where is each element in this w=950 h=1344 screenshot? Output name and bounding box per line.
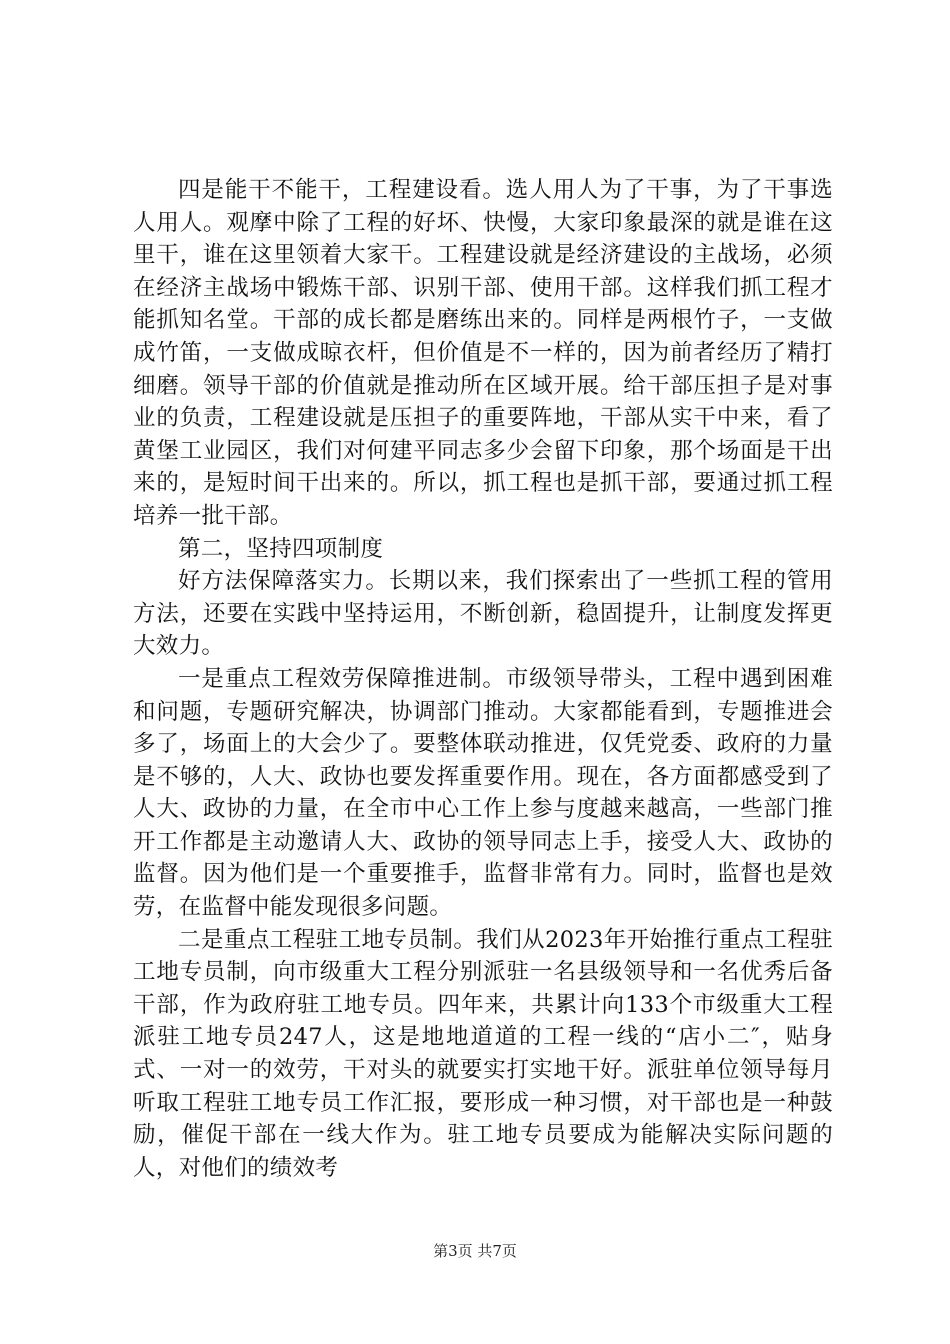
section-heading-four-systems: 第二，坚持四项制度 (178, 535, 384, 562)
paragraph-service-guarantee: 一是重点工程效劳保障推进制。市级领导带头，工程中遇到困难和问题，专题研究解决，协调部门推动。大家都能看到，专题推进会多了，场面上的大会少了。要整体联动推进，仅凭党委、政府的力量是不够的，人大、政协也要发挥重要作用。现在，各方面都感受到了人大、政协的力量，在全市中心工作上参与度越来越高，一些部门推开工作都是主动邀请人大、政协的领导同志上手，接受人大、政协的监督。因为他们是一个重要推手，监督非常有力。同时，监督也是效劳，在监督中能发现很多问题。 (133, 665, 833, 921)
page-number-footer: 第3页 共7页 (433, 1242, 517, 1260)
paragraph-cadre-evaluation: 四是能干不能干，工程建设看。选人用人为了干事，为了干事选人用人。观摩中除了工程的好坏、快慢，大家印象最深的就是谁在这里干，谁在这里领着大家干。工程建设就是经济建设的主战场，必须在经济主战场中锻炼干部、识别干部、使用干部。这样我们抓工程才能抓知名堂。干部的成长都是磨练出来的。同样是两根竹子，一支做成竹笛，一支做成晾衣杆，但价值是不一样的，因为前者经历了精打细磨。领导干部的价值就是推动所在区域开展。给干部压担子是对事业的负责，工程建设就是压担子的重要阵地，干部从实干中来，看了黄堡工业园区，我们对何建平同志多少会留下印象，那个场面是干出来的，是短时间干出来的。所以，抓工程也是抓干部，要通过抓工程培养一批干部。 (133, 177, 833, 529)
paragraph-methods-intro: 好方法保障落实力。长期以来，我们探索出了一些抓工程的管用方法，还要在实践中坚持运用，不断创新，稳固提升，让制度发挥更大效力。 (133, 568, 833, 660)
document-body (133, 174, 833, 1184)
paragraph-site-commissioner: 二是重点工程驻工地专员制。我们从2023年开始推行重点工程驻工地专员制，向市级重大工程分别派驻一名县级领导和一名优秀后备干部，作为政府驻工地专员。四年来，共累计向133个市级重大工程派驻工地专员247人，这是地地道道的工程一线的“店小二″，贴身式、一对一的效劳，干对头的就要实打实地干好。派驻单位领导每月听取工程驻工地专员工作汇报，要形成一种习惯，对干部也是一种鼓励，催促干部在一线大作为。驻工地专员要成为能解决实际问题的人，对他们的绩效考 (133, 926, 833, 1181)
